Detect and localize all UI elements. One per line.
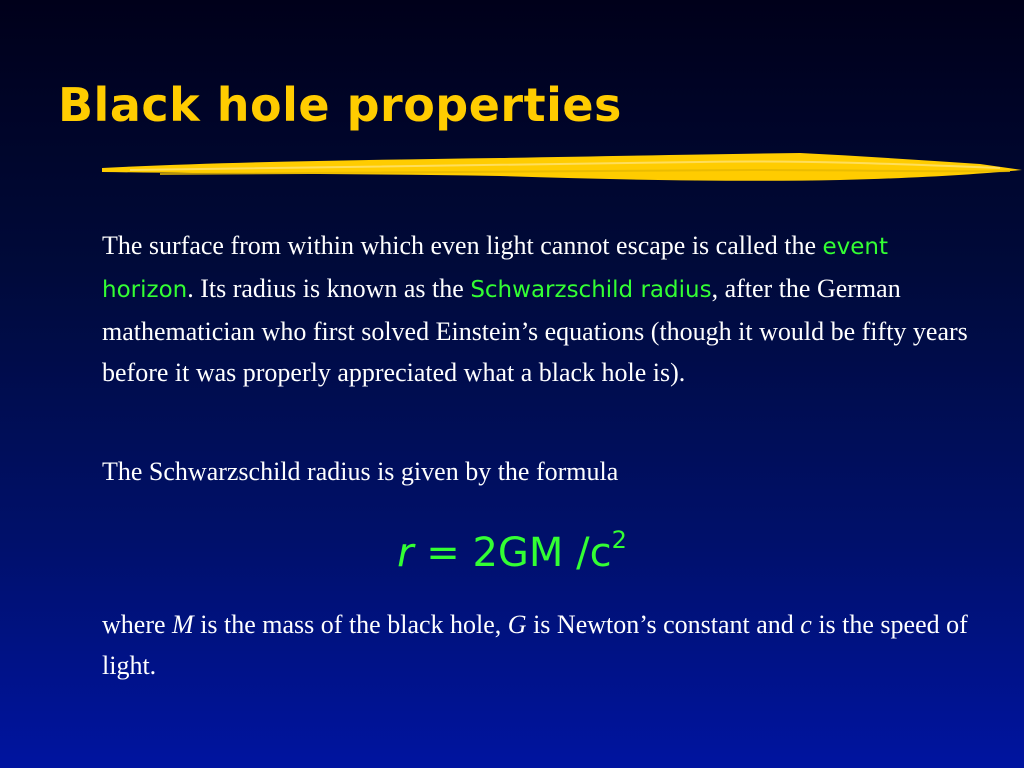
paragraph-event-horizon — [102, 225, 982, 393]
formula-equals: = — [413, 530, 473, 576]
formula-exponent: 2 — [611, 526, 627, 554]
paragraph-formula-intro: The Schwarzschild radius is given by the formula — [102, 457, 619, 486]
slide-title: Black hole properties — [58, 78, 622, 132]
term-event-horizon: event horizon — [102, 234, 889, 303]
term-schwarzschild-radius: Schwarzschild radius — [470, 277, 712, 303]
paragraph1-text-c: , after the German mathematician who first solved Einstein’s equations (though it would be fifty years before it was properly appreciated what a black hole is). — [102, 274, 968, 387]
paragraph4-text-a: where — [102, 610, 173, 639]
symbol-g: G — [507, 610, 527, 639]
schwarzschild-formula — [0, 526, 1024, 576]
formula-lhs: r — [397, 530, 414, 576]
paragraph4-text-d: is the speed of light. — [102, 610, 968, 680]
paragraph4-text-c: is Newton’s constant and — [526, 610, 801, 639]
paragraph4-text-b: is the mass of the black hole, — [193, 610, 508, 639]
formula-rhs: 2GM /c — [472, 530, 612, 576]
symbol-m: M — [172, 610, 194, 639]
title-underline-stroke — [100, 148, 1024, 188]
paragraph1-text-b: . Its radius is known as the — [187, 274, 471, 303]
paragraph-symbol-definitions — [102, 604, 982, 686]
symbol-c: c — [800, 610, 812, 639]
paragraph1-text-a: The surface from within which even light cannot escape is called the — [102, 231, 823, 260]
